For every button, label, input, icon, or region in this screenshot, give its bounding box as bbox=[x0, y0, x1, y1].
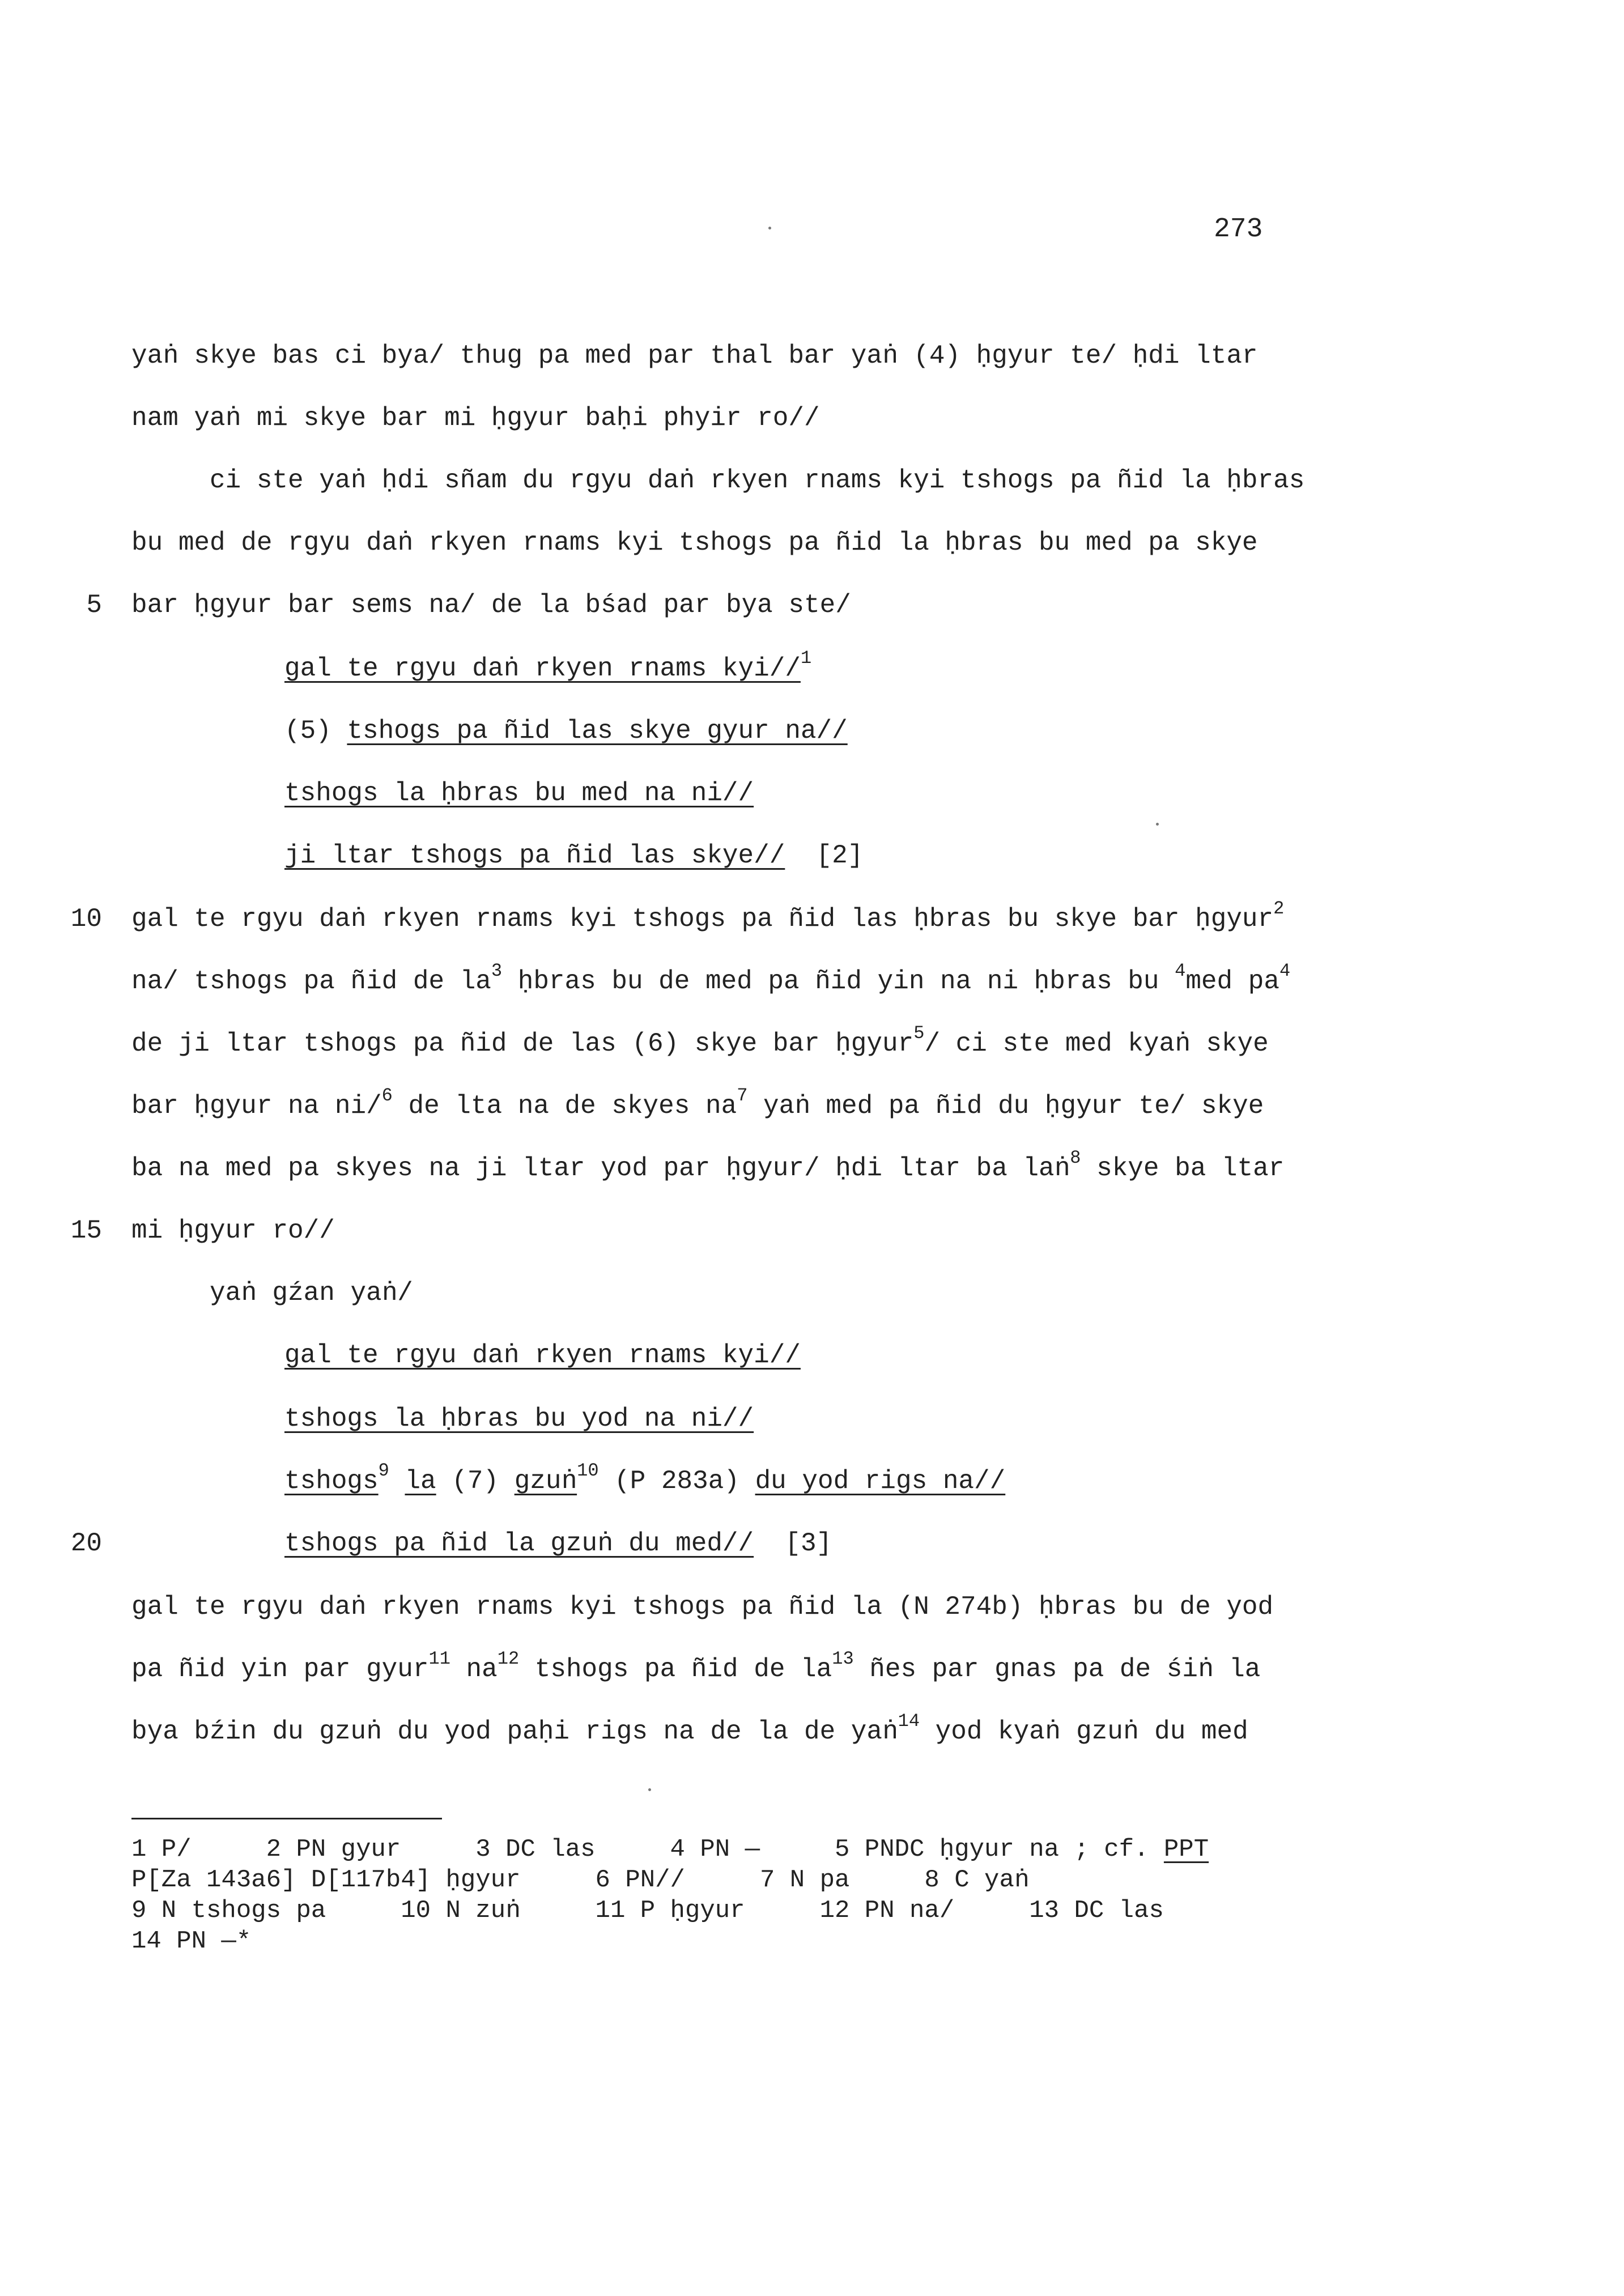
text-line bbox=[284, 1402, 754, 1436]
text-segment: med pa bbox=[1185, 967, 1279, 996]
text-segment: skye ba ltar bbox=[1081, 1154, 1285, 1183]
text-line bbox=[131, 1711, 1248, 1749]
text-line bbox=[284, 714, 848, 748]
text-segment: yaṅ skye bas ci bya/ thug pa med par thal bar yaṅ (4) ḥgyur te/ ḥdi ltar bbox=[131, 341, 1258, 371]
footnote-marker: 12 bbox=[497, 1648, 520, 1669]
text-line bbox=[210, 1276, 413, 1310]
text-segment: na/ tshogs pa ñid de la bbox=[131, 967, 491, 996]
text-segment: [3] bbox=[754, 1529, 832, 1558]
text-segment: ḥbras bu de med pa ñid yin na ni ḥbras bu bbox=[502, 967, 1175, 996]
verse-text: tshogs pa ñid la gzuṅ du med// bbox=[284, 1529, 754, 1558]
text-line bbox=[131, 1147, 1285, 1185]
text-segment bbox=[389, 1466, 405, 1496]
text-segment: yaṅ gźan yaṅ/ bbox=[210, 1278, 413, 1308]
text-segment: de lta na de skyes na bbox=[392, 1091, 737, 1121]
text-segment: / ci ste med kyaṅ skye bbox=[924, 1029, 1269, 1058]
footnote-line bbox=[131, 1895, 1164, 1927]
text-segment: nam yaṅ mi skye bar mi ḥgyur baḥi phyir ro// bbox=[131, 403, 820, 433]
verse-text: tshogs bbox=[284, 1466, 379, 1496]
verse-text: la bbox=[405, 1466, 436, 1496]
text-line bbox=[131, 588, 851, 622]
footnote-marker: 9 bbox=[378, 1460, 389, 1481]
footnote-marker: 8 bbox=[1070, 1147, 1081, 1168]
verse-text: gal te rgyu daṅ rkyen rnams kyi// bbox=[284, 654, 801, 683]
verse-text: tshogs la ḥbras bu yod na ni// bbox=[284, 1404, 754, 1434]
footnote-marker: 1 bbox=[800, 648, 812, 669]
text-line bbox=[131, 1590, 1273, 1624]
footnote-marker: 11 bbox=[428, 1648, 450, 1669]
text-segment: ñes par gnas pa de śiṅ la bbox=[853, 1655, 1261, 1684]
text-line bbox=[131, 401, 820, 435]
footnote-marker: 2 bbox=[1273, 898, 1285, 919]
text-segment: 1 P/ 2 PN gyur 3 DC las 4 PN — 5 PNDC ḥgyur na ; cf. bbox=[131, 1835, 1164, 1864]
verse-text: du yod rigs na// bbox=[755, 1466, 1006, 1496]
scan-speck bbox=[768, 227, 771, 229]
text-segment: bar ḥgyur bar sems na/ de la bśad par bya ste/ bbox=[131, 590, 851, 620]
text-line bbox=[131, 339, 1258, 373]
footnote-line bbox=[131, 1925, 251, 1957]
text-line bbox=[210, 464, 1304, 498]
footnote-marker: 4 bbox=[1175, 960, 1186, 981]
text-line bbox=[131, 1214, 335, 1248]
text-segment: 14 PN —* bbox=[131, 1927, 252, 1955]
verse-text: PPT bbox=[1163, 1835, 1209, 1864]
verse-text: tshogs la ḥbras bu med na ni// bbox=[284, 779, 754, 808]
text-segment: bya bźin du gzuṅ du yod paḥi rigs na de la de yaṅ bbox=[131, 1717, 898, 1746]
text-segment: ci ste yaṅ ḥdi sñam du rgyu daṅ rkyen rnams kyi tshogs pa ñid la ḥbras bbox=[210, 466, 1305, 495]
text-segment: [2] bbox=[785, 841, 864, 870]
text-segment: pa ñid yin par gyur bbox=[131, 1655, 429, 1684]
text-segment: bar ḥgyur na ni/ bbox=[131, 1091, 382, 1121]
footnote-marker: 3 bbox=[491, 960, 503, 981]
text-segment: yaṅ med pa ñid du ḥgyur te/ skye bbox=[747, 1091, 1264, 1121]
text-line bbox=[131, 1648, 1261, 1686]
text-line bbox=[284, 1338, 801, 1372]
text-line bbox=[131, 898, 1285, 936]
text-segment: P[Za 143a6] D[117b4] ḥgyur 6 PN// 7 N pa 8 C yaṅ bbox=[131, 1866, 1030, 1894]
verse-text: gal te rgyu daṅ rkyen rnams kyi// bbox=[284, 1341, 801, 1370]
scan-speck bbox=[648, 1788, 651, 1791]
text-line bbox=[284, 776, 754, 810]
text-segment: (P 283a) bbox=[598, 1466, 755, 1496]
scan-speck bbox=[1156, 823, 1159, 826]
footnote-marker: 7 bbox=[737, 1085, 748, 1106]
text-line bbox=[131, 526, 1258, 560]
text-line bbox=[284, 1460, 1006, 1498]
text-segment: (5) bbox=[284, 716, 347, 746]
text-line bbox=[284, 839, 863, 873]
footnote-line bbox=[131, 1834, 1209, 1865]
verse-text: ji ltar tshogs pa ñid las skye// bbox=[284, 841, 785, 870]
text-line bbox=[284, 648, 812, 686]
footnote-marker: 5 bbox=[913, 1023, 925, 1044]
text-segment: na bbox=[450, 1655, 498, 1684]
line-number: 20 bbox=[70, 1529, 102, 1558]
line-number: 10 bbox=[70, 904, 102, 934]
text-segment: tshogs pa ñid de la bbox=[519, 1655, 832, 1684]
line-number: 15 bbox=[70, 1216, 102, 1245]
footnote-marker: 10 bbox=[577, 1460, 599, 1481]
text-line bbox=[131, 1085, 1264, 1123]
text-segment: gal te rgyu daṅ rkyen rnams kyi tshogs pa ñid las ḥbras bu skye bar ḥgyur bbox=[131, 904, 1274, 934]
page-number: 273 bbox=[1214, 214, 1263, 245]
footnote-rule bbox=[131, 1818, 442, 1819]
footnote-marker: 6 bbox=[381, 1085, 393, 1106]
text-line bbox=[284, 1527, 832, 1561]
text-line bbox=[131, 960, 1291, 998]
text-segment: ba na med pa skyes na ji ltar yod par ḥgyur/ ḥdi ltar ba laṅ bbox=[131, 1154, 1070, 1183]
footnote-line bbox=[131, 1864, 1029, 1896]
footnote-marker: 13 bbox=[832, 1648, 854, 1669]
text-segment: yod kyaṅ gzuṅ du med bbox=[920, 1717, 1248, 1746]
text-segment: gal te rgyu daṅ rkyen rnams kyi tshogs pa ñid la (N 274b) ḥbras bu de yod bbox=[131, 1592, 1274, 1622]
text-segment: mi ḥgyur ro// bbox=[131, 1216, 335, 1245]
text-segment: 9 N tshogs pa 10 N zuṅ 11 P ḥgyur 12 PN na/ 13 DC las bbox=[131, 1897, 1164, 1925]
text-line bbox=[131, 1023, 1269, 1061]
text-segment: (7) bbox=[436, 1466, 515, 1496]
footnote-marker: 4 bbox=[1279, 960, 1291, 981]
text-segment: de ji ltar tshogs pa ñid de las (6) skye bar ḥgyur bbox=[131, 1029, 914, 1058]
text-segment: bu med de rgyu daṅ rkyen rnams kyi tshogs pa ñid la ḥbras bu med pa skye bbox=[131, 528, 1258, 558]
verse-text: gzuṅ bbox=[514, 1466, 577, 1496]
line-number: 5 bbox=[86, 590, 102, 620]
verse-text: tshogs pa ñid las skye gyur na// bbox=[347, 716, 848, 746]
footnote-marker: 14 bbox=[898, 1711, 920, 1732]
